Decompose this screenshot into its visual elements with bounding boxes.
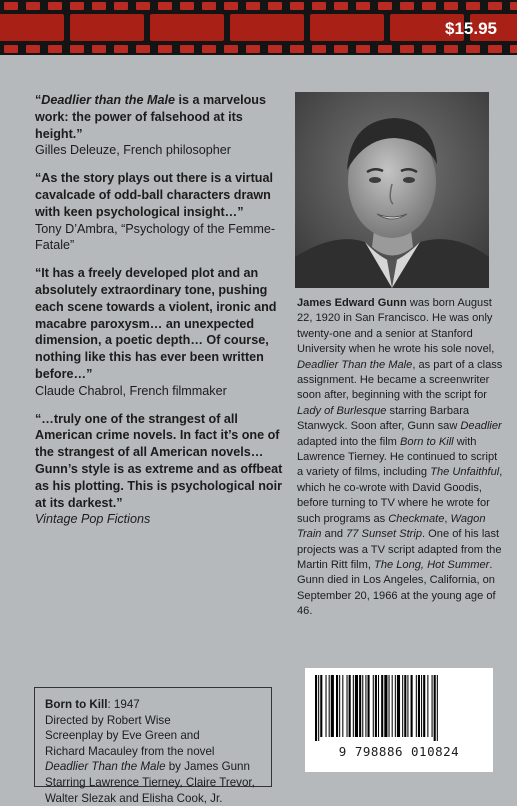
barcode-bar — [418, 675, 420, 737]
bio-segment: Wagon Train — [297, 512, 486, 541]
bio-segment: was born August 22, 1920 in San Francisco. He was only twenty-one and a senior at Stanford University when he wrote his sole novel, — [297, 297, 495, 356]
film-credit-segment: Starring Lawrence Tierney, Claire Trevor, — [45, 775, 255, 789]
barcode-bar — [434, 675, 436, 741]
sprocket-hole — [312, 45, 326, 53]
sprocket-hole — [136, 45, 150, 53]
sprocket-hole — [26, 2, 40, 10]
author-portrait-image — [295, 92, 489, 288]
film-credit-segment: : 1947 — [107, 698, 140, 711]
barcode-bar — [373, 675, 374, 737]
attribution-segment: Vintage Pop Fictions — [35, 512, 151, 527]
quote-text-segment: Deadlier than the Male — [41, 93, 175, 107]
barcode-bar — [359, 675, 361, 737]
barcode-bar — [326, 675, 327, 737]
film-frame — [0, 14, 64, 41]
bio-segment: . Gunn died in Los Angeles, California, on September 20, 1966 at the young age of 46. — [297, 558, 496, 618]
film-credit-line — [45, 759, 263, 775]
barcode-bar — [395, 675, 396, 737]
quote-text-segment: “ — [35, 93, 42, 107]
quote-text-segment: is a marvelous work: the power of falsehood at its height.” — [35, 93, 266, 141]
sprocket-hole — [334, 2, 348, 10]
sprocket-hole — [510, 45, 517, 53]
barcode-bar — [365, 675, 366, 737]
barcode-bar — [331, 675, 334, 737]
quote-attribution — [35, 383, 283, 400]
sprocket-hole — [158, 2, 172, 10]
sprocket-hole — [312, 2, 326, 10]
sprocket-hole — [180, 2, 194, 10]
barcode-bar — [378, 675, 379, 737]
barcode-bar — [315, 675, 317, 741]
sprocket-hole — [92, 2, 106, 10]
review-quote — [35, 170, 283, 254]
film-frame — [150, 14, 224, 41]
sprocket-hole — [114, 2, 128, 10]
film-frames — [0, 14, 517, 41]
quote-attribution — [35, 142, 283, 159]
sprocket-hole — [290, 2, 304, 10]
barcode-bar — [416, 675, 417, 737]
sprocket-hole — [422, 45, 436, 53]
sprocket-hole — [356, 2, 370, 10]
barcode-bar — [389, 675, 390, 737]
sprocket-hole — [466, 45, 480, 53]
sprocket-hole — [400, 2, 414, 10]
film-credit-segment: Born to Kill — [45, 698, 108, 711]
barcode-bar — [423, 675, 425, 737]
barcode-bar — [339, 675, 340, 737]
barcode-bar — [437, 675, 438, 741]
barcode-bar — [349, 675, 351, 737]
film-frame — [70, 14, 144, 41]
price-label: $15.95 — [445, 19, 497, 38]
bio-segment: The Unfaithful — [430, 466, 500, 479]
sprocket-hole — [400, 45, 414, 53]
sprocket-hole — [4, 45, 18, 53]
bio-segment: adapted into the film — [297, 435, 400, 448]
film-credit-segment: Deadlier Than the Male — [45, 760, 166, 774]
bio-segment: , — [444, 512, 451, 525]
film-credit-line — [45, 744, 263, 760]
barcode-bar — [362, 675, 363, 737]
quote-attribution — [35, 221, 283, 255]
barcode-bar — [384, 675, 387, 737]
quote-text — [35, 265, 283, 383]
attribution-segment: Claude Chabrol, French filmmaker — [35, 383, 227, 398]
barcode-bar — [397, 675, 400, 737]
film-credit-line — [45, 728, 263, 744]
quote-text — [35, 170, 283, 220]
sprocket-hole — [70, 2, 84, 10]
sprocket-hole — [48, 45, 62, 53]
bio-segment: Born to Kill — [400, 435, 454, 448]
bio-segment: , which he co-wrote with David Goodis, before turning to TV where he wrote for such programs as — [297, 466, 503, 525]
sprocket-hole — [334, 45, 348, 53]
quote-attribution — [35, 511, 283, 528]
barcode-bar — [336, 675, 338, 737]
attribution-segment: Gilles Deleuze, French philosopher — [35, 143, 232, 158]
quote-text — [35, 411, 283, 512]
film-credit-segment: Richard Macauley from the novel — [45, 744, 215, 758]
barcode-bar — [411, 675, 413, 737]
barcode-bar — [392, 675, 393, 737]
sprocket-hole — [202, 45, 216, 53]
sprocket-hole — [268, 2, 282, 10]
barcode-bar — [375, 675, 377, 737]
sprocket-hole — [26, 45, 40, 53]
barcode-bar — [347, 675, 348, 737]
sprocket-hole — [422, 2, 436, 10]
bio-segment: Checkmate — [388, 512, 445, 525]
bio-segment: with Lawrence Tierney. He continued to script a variety of films, including — [297, 435, 498, 479]
review-quote — [35, 411, 283, 529]
barcode-bar — [329, 675, 330, 737]
film-frame — [310, 14, 384, 41]
sprocket-hole — [444, 45, 458, 53]
film-credit-segment: Walter Slezak and Elisha Cook, Jr. — [45, 791, 223, 805]
film-credit-line — [45, 791, 263, 806]
barcode-bar — [404, 675, 406, 737]
sprocket-hole — [356, 45, 370, 53]
sprocket-row-bottom — [0, 45, 517, 55]
sprocket-hole — [378, 2, 392, 10]
barcode-bar — [407, 675, 408, 737]
bio-segment: 77 Sunset Strip — [346, 528, 422, 541]
sprocket-hole — [224, 2, 238, 10]
sprocket-hole — [378, 45, 392, 53]
sprocket-hole — [48, 2, 62, 10]
film-credits-box — [34, 687, 272, 805]
review-quotes — [35, 92, 283, 539]
barcode-bar — [368, 675, 370, 737]
quote-text-segment: “…truly one of the strangest of all American crime novels. In fact it’s one of the strangest of all American novels… Gunn’s style is as extreme and as offbeat as his plotting. This is psychological noir at its darkest.” — [35, 411, 283, 510]
barcode-number: 9 798886 010824 — [338, 744, 460, 759]
film-credit-segment: by James Gunn — [165, 760, 250, 774]
quote-text-segment: “As the story plays out there is a virtual cavalcade of odd-ball characters drawn with keen psychological insight…” — [35, 171, 273, 219]
isbn-barcode — [305, 668, 493, 772]
sprocket-hole — [4, 2, 18, 10]
barcode-bar — [381, 675, 383, 737]
barcode-bar — [318, 675, 319, 741]
film-credit-line — [45, 713, 263, 729]
bio-segment: starring Barbara Stanwyck. Soon after, Gunn saw — [297, 404, 470, 433]
bio-segment: The Long, Hot Summer — [374, 558, 490, 571]
sprocket-hole — [488, 2, 502, 10]
barcode-bars — [313, 675, 485, 741]
film-credit-segment: Directed by Robert Wise — [45, 713, 171, 727]
sprocket-hole — [466, 2, 480, 10]
film-credit-line — [45, 775, 263, 791]
film-credit-line — [45, 697, 263, 713]
sprocket-hole — [488, 45, 502, 53]
bio-segment: . One of his last projects was a TV script adapted from the Martin Ritt film, — [297, 528, 502, 571]
sprocket-hole — [114, 45, 128, 53]
review-quote — [35, 92, 283, 159]
sprocket-hole — [246, 2, 260, 10]
barcode-bar — [320, 675, 322, 737]
sprocket-hole — [136, 2, 150, 10]
sprocket-hole — [246, 45, 260, 53]
barcode-bar — [355, 675, 358, 737]
barcode-bar — [353, 675, 354, 737]
sprocket-hole — [158, 45, 172, 53]
film-frame — [230, 14, 304, 41]
film-credit-segment: Screenplay by Eve Green and — [45, 729, 200, 743]
sprocket-hole — [180, 45, 194, 53]
sprocket-hole — [290, 45, 304, 53]
author-bio — [297, 296, 505, 620]
bio-segment: and — [321, 528, 347, 541]
sprocket-hole — [224, 45, 238, 53]
barcode-bar — [432, 675, 433, 737]
review-quote — [35, 265, 283, 399]
barcode-bar — [402, 675, 403, 737]
bio-segment: Lady of Burlesque — [297, 404, 387, 417]
barcode-bar — [427, 675, 428, 737]
bio-segment: Deadlier — [460, 420, 502, 433]
sprocket-hole — [444, 2, 458, 10]
sprocket-row-top — [0, 2, 517, 12]
bio-segment: Deadlier Than the Male — [297, 358, 413, 371]
sprocket-hole — [510, 2, 517, 10]
quote-text — [35, 92, 283, 142]
bio-segment: James Edward Gunn — [297, 297, 407, 309]
quote-text-segment: “It has a freely developed plot and an absolutely extraordinary tone, pushing each scene towards a violent, ironic and macabre paroxysm… an unexpected dimension, a poetic depth… Of course, nothing like this has ever been written before…” — [35, 266, 277, 381]
filmstrip-banner — [0, 0, 517, 55]
barcode-bar — [342, 675, 343, 737]
author-photo — [295, 92, 489, 288]
sprocket-hole — [268, 45, 282, 53]
bio-segment: , as part of a class assignment. He became a screenwriter soon after, beginning with the script for — [297, 358, 503, 402]
sprocket-hole — [202, 2, 216, 10]
sprocket-hole — [92, 45, 106, 53]
attribution-segment: Tony D’Ambra, “Psychology of the Femme-Fatale” — [35, 221, 276, 253]
barcode-bar — [421, 675, 422, 737]
sprocket-hole — [70, 45, 84, 53]
